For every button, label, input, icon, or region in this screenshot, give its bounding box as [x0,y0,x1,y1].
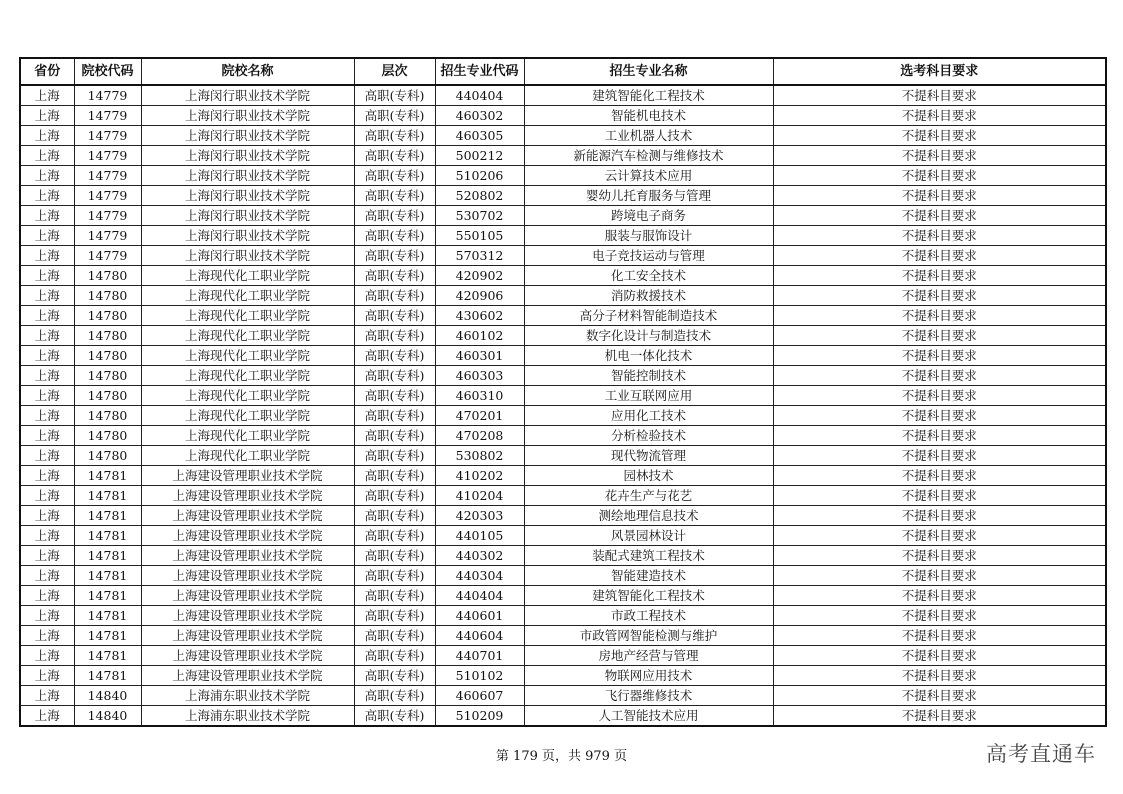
cell-subject-requirement: 不提科目要求 [773,286,1106,306]
table-row [20,386,1106,406]
table-row [20,246,1106,266]
cell-level: 高职(专科) [354,286,435,306]
cell-major-name: 市政工程技术 [524,606,773,626]
cell-major-name: 婴幼儿托育服务与管理 [524,186,773,206]
cell-major-code: 420303 [435,506,524,526]
cell-school-name: 上海建设管理职业技术学院 [141,526,354,546]
cell-subject-requirement: 不提科目要求 [773,666,1106,686]
cell-province: 上海 [20,506,74,526]
table-row [20,146,1106,166]
cell-school-code: 14779 [74,126,141,146]
cell-major-code: 460305 [435,126,524,146]
cell-major-code: 440105 [435,526,524,546]
cell-level: 高职(专科) [354,486,435,506]
cell-major-code: 470201 [435,406,524,426]
cell-school-code: 14780 [74,266,141,286]
cell-school-code: 14780 [74,386,141,406]
table-row [20,566,1106,586]
cell-major-name: 数字化设计与制造技术 [524,326,773,346]
cell-major-code: 510102 [435,666,524,686]
cell-major-name: 高分子材料智能制造技术 [524,306,773,326]
cell-major-name: 装配式建筑工程技术 [524,546,773,566]
cell-major-name: 风景园林设计 [524,526,773,546]
cell-major-name: 电子竞技运动与管理 [524,246,773,266]
cell-subject-requirement: 不提科目要求 [773,646,1106,666]
cell-major-code: 550105 [435,226,524,246]
cell-major-name: 现代物流管理 [524,446,773,466]
table-row [20,486,1106,506]
cell-major-code: 470208 [435,426,524,446]
cell-school-code: 14780 [74,286,141,306]
table-row [20,85,1106,106]
cell-province: 上海 [20,366,74,386]
cell-school-code: 14780 [74,446,141,466]
cell-subject-requirement: 不提科目要求 [773,606,1106,626]
cell-subject-requirement: 不提科目要求 [773,486,1106,506]
cell-major-code: 440304 [435,566,524,586]
cell-level: 高职(专科) [354,85,435,106]
cell-province: 上海 [20,326,74,346]
cell-level: 高职(专科) [354,386,435,406]
cell-level: 高职(专科) [354,406,435,426]
cell-major-name: 工业互联网应用 [524,386,773,406]
cell-school-name: 上海现代化工职业学院 [141,366,354,386]
table-row [20,706,1106,727]
cell-school-name: 上海闵行职业技术学院 [141,166,354,186]
cell-major-code: 410204 [435,486,524,506]
cell-subject-requirement: 不提科目要求 [773,126,1106,146]
cell-province: 上海 [20,646,74,666]
cell-level: 高职(专科) [354,506,435,526]
cell-school-code: 14840 [74,686,141,706]
cell-subject-requirement: 不提科目要求 [773,406,1106,426]
cell-school-name: 上海现代化工职业学院 [141,406,354,426]
cell-major-code: 420906 [435,286,524,306]
table-row [20,686,1106,706]
cell-province: 上海 [20,606,74,626]
cell-major-name: 物联网应用技术 [524,666,773,686]
cell-school-code: 14780 [74,326,141,346]
admissions-table [19,57,1107,727]
header-major-name: 招生专业名称 [524,58,773,85]
cell-subject-requirement: 不提科目要求 [773,346,1106,366]
cell-province: 上海 [20,706,74,727]
cell-school-name: 上海浦东职业技术学院 [141,706,354,727]
cell-province: 上海 [20,266,74,286]
cell-subject-requirement: 不提科目要求 [773,85,1106,106]
header-province: 省份 [20,58,74,85]
cell-major-name: 应用化工技术 [524,406,773,426]
table-row [20,506,1106,526]
cell-major-code: 420902 [435,266,524,286]
cell-major-code: 460310 [435,386,524,406]
cell-province: 上海 [20,226,74,246]
table-row [20,306,1106,326]
cell-major-name: 花卉生产与花艺 [524,486,773,506]
header-level: 层次 [354,58,435,85]
cell-school-name: 上海现代化工职业学院 [141,266,354,286]
cell-level: 高职(专科) [354,686,435,706]
cell-level: 高职(专科) [354,326,435,346]
cell-school-code: 14779 [74,246,141,266]
cell-major-name: 服装与服饰设计 [524,226,773,246]
cell-subject-requirement: 不提科目要求 [773,106,1106,126]
cell-province: 上海 [20,306,74,326]
cell-province: 上海 [20,446,74,466]
cell-major-name: 建筑智能化工程技术 [524,586,773,606]
table-row [20,266,1106,286]
table-row [20,186,1106,206]
cell-subject-requirement: 不提科目要求 [773,326,1106,346]
cell-province: 上海 [20,106,74,126]
table-row [20,606,1106,626]
cell-level: 高职(专科) [354,466,435,486]
cell-province: 上海 [20,666,74,686]
cell-province: 上海 [20,466,74,486]
cell-school-name: 上海现代化工职业学院 [141,426,354,446]
cell-school-name: 上海现代化工职业学院 [141,446,354,466]
cell-level: 高职(专科) [354,526,435,546]
cell-school-code: 14779 [74,166,141,186]
cell-level: 高职(专科) [354,566,435,586]
cell-school-name: 上海闵行职业技术学院 [141,206,354,226]
cell-school-name: 上海闵行职业技术学院 [141,106,354,126]
cell-subject-requirement: 不提科目要求 [773,546,1106,566]
cell-school-code: 14781 [74,666,141,686]
cell-level: 高职(专科) [354,606,435,626]
cell-major-name: 消防救援技术 [524,286,773,306]
table-row [20,526,1106,546]
cell-school-name: 上海建设管理职业技术学院 [141,506,354,526]
cell-subject-requirement: 不提科目要求 [773,226,1106,246]
cell-province: 上海 [20,426,74,446]
cell-school-name: 上海现代化工职业学院 [141,306,354,326]
cell-school-code: 14780 [74,306,141,326]
cell-major-code: 440302 [435,546,524,566]
cell-school-code: 14781 [74,466,141,486]
cell-province: 上海 [20,186,74,206]
table-row [20,406,1106,426]
cell-level: 高职(专科) [354,446,435,466]
cell-subject-requirement: 不提科目要求 [773,386,1106,406]
table-row [20,466,1106,486]
page-number: 第 179 页，共 979 页 [495,749,628,764]
cell-level: 高职(专科) [354,246,435,266]
cell-level: 高职(专科) [354,126,435,146]
cell-school-name: 上海建设管理职业技术学院 [141,486,354,506]
cell-province: 上海 [20,566,74,586]
cell-province: 上海 [20,526,74,546]
table-row [20,666,1106,686]
cell-school-code: 14781 [74,546,141,566]
table-row [20,366,1106,386]
header-school-code: 院校代码 [74,58,141,85]
cell-level: 高职(专科) [354,346,435,366]
cell-school-name: 上海现代化工职业学院 [141,326,354,346]
cell-subject-requirement: 不提科目要求 [773,466,1106,486]
cell-school-name: 上海建设管理职业技术学院 [141,546,354,566]
cell-school-code: 14781 [74,606,141,626]
cell-province: 上海 [20,166,74,186]
cell-subject-requirement: 不提科目要求 [773,706,1106,727]
cell-subject-requirement: 不提科目要求 [773,586,1106,606]
cell-subject-requirement: 不提科目要求 [773,366,1106,386]
cell-school-name: 上海浦东职业技术学院 [141,686,354,706]
cell-school-code: 14780 [74,346,141,366]
cell-school-code: 14781 [74,506,141,526]
cell-subject-requirement: 不提科目要求 [773,506,1106,526]
cell-major-code: 570312 [435,246,524,266]
cell-subject-requirement: 不提科目要求 [773,626,1106,646]
cell-major-code: 500212 [435,146,524,166]
cell-school-name: 上海建设管理职业技术学院 [141,586,354,606]
watermark: 高考直通车 [986,742,1096,766]
cell-major-name: 人工智能技术应用 [524,706,773,727]
cell-major-name: 跨境电子商务 [524,206,773,226]
table-row [20,626,1106,646]
cell-province: 上海 [20,406,74,426]
cell-school-code: 14840 [74,706,141,727]
cell-province: 上海 [20,286,74,306]
cell-major-name: 分析检验技术 [524,426,773,446]
cell-major-code: 460301 [435,346,524,366]
cell-major-name: 建筑智能化工程技术 [524,85,773,106]
cell-major-name: 新能源汽车检测与维修技术 [524,146,773,166]
cell-level: 高职(专科) [354,366,435,386]
cell-major-name: 智能机电技术 [524,106,773,126]
cell-school-name: 上海闵行职业技术学院 [141,126,354,146]
cell-major-name: 园林技术 [524,466,773,486]
cell-school-code: 14781 [74,586,141,606]
cell-level: 高职(专科) [354,266,435,286]
cell-school-code: 14781 [74,626,141,646]
cell-school-code: 14779 [74,85,141,106]
cell-major-name: 测绘地理信息技术 [524,506,773,526]
cell-school-name: 上海现代化工职业学院 [141,286,354,306]
cell-school-code: 14781 [74,646,141,666]
cell-school-code: 14780 [74,366,141,386]
cell-major-code: 440404 [435,586,524,606]
cell-school-name: 上海闵行职业技术学院 [141,186,354,206]
cell-major-name: 智能控制技术 [524,366,773,386]
cell-major-name: 市政管网智能检测与维护 [524,626,773,646]
header-major-code: 招生专业代码 [435,58,524,85]
header-school-name: 院校名称 [141,58,354,85]
cell-province: 上海 [20,686,74,706]
cell-major-code: 410202 [435,466,524,486]
cell-school-code: 14781 [74,486,141,506]
cell-level: 高职(专科) [354,626,435,646]
cell-school-name: 上海闵行职业技术学院 [141,226,354,246]
cell-level: 高职(专科) [354,206,435,226]
cell-major-name: 智能建造技术 [524,566,773,586]
cell-level: 高职(专科) [354,146,435,166]
cell-province: 上海 [20,586,74,606]
cell-major-code: 440604 [435,626,524,646]
cell-subject-requirement: 不提科目要求 [773,306,1106,326]
cell-major-code: 430602 [435,306,524,326]
cell-level: 高职(专科) [354,226,435,246]
cell-level: 高职(专科) [354,166,435,186]
cell-subject-requirement: 不提科目要求 [773,246,1106,266]
cell-major-code: 530702 [435,206,524,226]
cell-school-name: 上海建设管理职业技术学院 [141,626,354,646]
cell-major-code: 460607 [435,686,524,706]
table-row [20,106,1106,126]
cell-school-name: 上海建设管理职业技术学院 [141,566,354,586]
table-row [20,326,1106,346]
table-row [20,586,1106,606]
cell-level: 高职(专科) [354,106,435,126]
cell-school-code: 14779 [74,206,141,226]
cell-school-code: 14779 [74,146,141,166]
cell-major-code: 460102 [435,326,524,346]
table-row [20,226,1106,246]
cell-subject-requirement: 不提科目要求 [773,426,1106,446]
table-row [20,286,1106,306]
cell-level: 高职(专科) [354,666,435,686]
cell-province: 上海 [20,626,74,646]
cell-major-code: 510206 [435,166,524,186]
cell-level: 高职(专科) [354,586,435,606]
cell-province: 上海 [20,386,74,406]
cell-province: 上海 [20,246,74,266]
table-row [20,346,1106,366]
cell-major-code: 440404 [435,85,524,106]
cell-school-code: 14781 [74,526,141,546]
cell-school-name: 上海闵行职业技术学院 [141,85,354,106]
cell-subject-requirement: 不提科目要求 [773,186,1106,206]
cell-major-code: 460303 [435,366,524,386]
cell-school-name: 上海建设管理职业技术学院 [141,646,354,666]
table-row [20,546,1106,566]
cell-major-code: 510209 [435,706,524,727]
cell-level: 高职(专科) [354,426,435,446]
cell-major-name: 云计算技术应用 [524,166,773,186]
cell-subject-requirement: 不提科目要求 [773,686,1106,706]
cell-school-name: 上海建设管理职业技术学院 [141,666,354,686]
cell-province: 上海 [20,85,74,106]
cell-school-code: 14779 [74,186,141,206]
cell-province: 上海 [20,486,74,506]
cell-major-name: 工业机器人技术 [524,126,773,146]
header-subject-requirement: 选考科目要求 [773,58,1106,85]
table-row [20,646,1106,666]
table-header [20,58,1106,85]
table-row [20,426,1106,446]
cell-major-code: 530802 [435,446,524,466]
cell-province: 上海 [20,206,74,226]
cell-level: 高职(专科) [354,646,435,666]
cell-school-name: 上海现代化工职业学院 [141,346,354,366]
cell-level: 高职(专科) [354,706,435,727]
cell-major-name: 飞行器维修技术 [524,686,773,706]
cell-major-code: 440601 [435,606,524,626]
cell-subject-requirement: 不提科目要求 [773,206,1106,226]
cell-province: 上海 [20,146,74,166]
cell-subject-requirement: 不提科目要求 [773,446,1106,466]
cell-school-code: 14780 [74,426,141,446]
cell-province: 上海 [20,546,74,566]
table-row [20,126,1106,146]
cell-school-name: 上海闵行职业技术学院 [141,146,354,166]
cell-school-code: 14779 [74,106,141,126]
cell-subject-requirement: 不提科目要求 [773,166,1106,186]
table-row [20,446,1106,466]
cell-school-code: 14781 [74,566,141,586]
cell-province: 上海 [20,126,74,146]
cell-school-name: 上海现代化工职业学院 [141,386,354,406]
cell-school-name: 上海建设管理职业技术学院 [141,606,354,626]
table-row [20,206,1106,226]
cell-major-code: 520802 [435,186,524,206]
cell-school-name: 上海建设管理职业技术学院 [141,466,354,486]
cell-major-code: 460302 [435,106,524,126]
cell-subject-requirement: 不提科目要求 [773,566,1106,586]
cell-major-code: 440701 [435,646,524,666]
cell-school-name: 上海闵行职业技术学院 [141,246,354,266]
cell-subject-requirement: 不提科目要求 [773,526,1106,546]
header-row [20,58,1106,85]
cell-level: 高职(专科) [354,186,435,206]
cell-major-name: 化工安全技术 [524,266,773,286]
cell-school-code: 14779 [74,226,141,246]
cell-subject-requirement: 不提科目要求 [773,266,1106,286]
table-body [20,85,1106,726]
table-row [20,166,1106,186]
cell-major-name: 机电一体化技术 [524,346,773,366]
cell-level: 高职(专科) [354,546,435,566]
cell-level: 高职(专科) [354,306,435,326]
cell-school-code: 14780 [74,406,141,426]
cell-province: 上海 [20,346,74,366]
cell-subject-requirement: 不提科目要求 [773,146,1106,166]
cell-major-name: 房地产经营与管理 [524,646,773,666]
